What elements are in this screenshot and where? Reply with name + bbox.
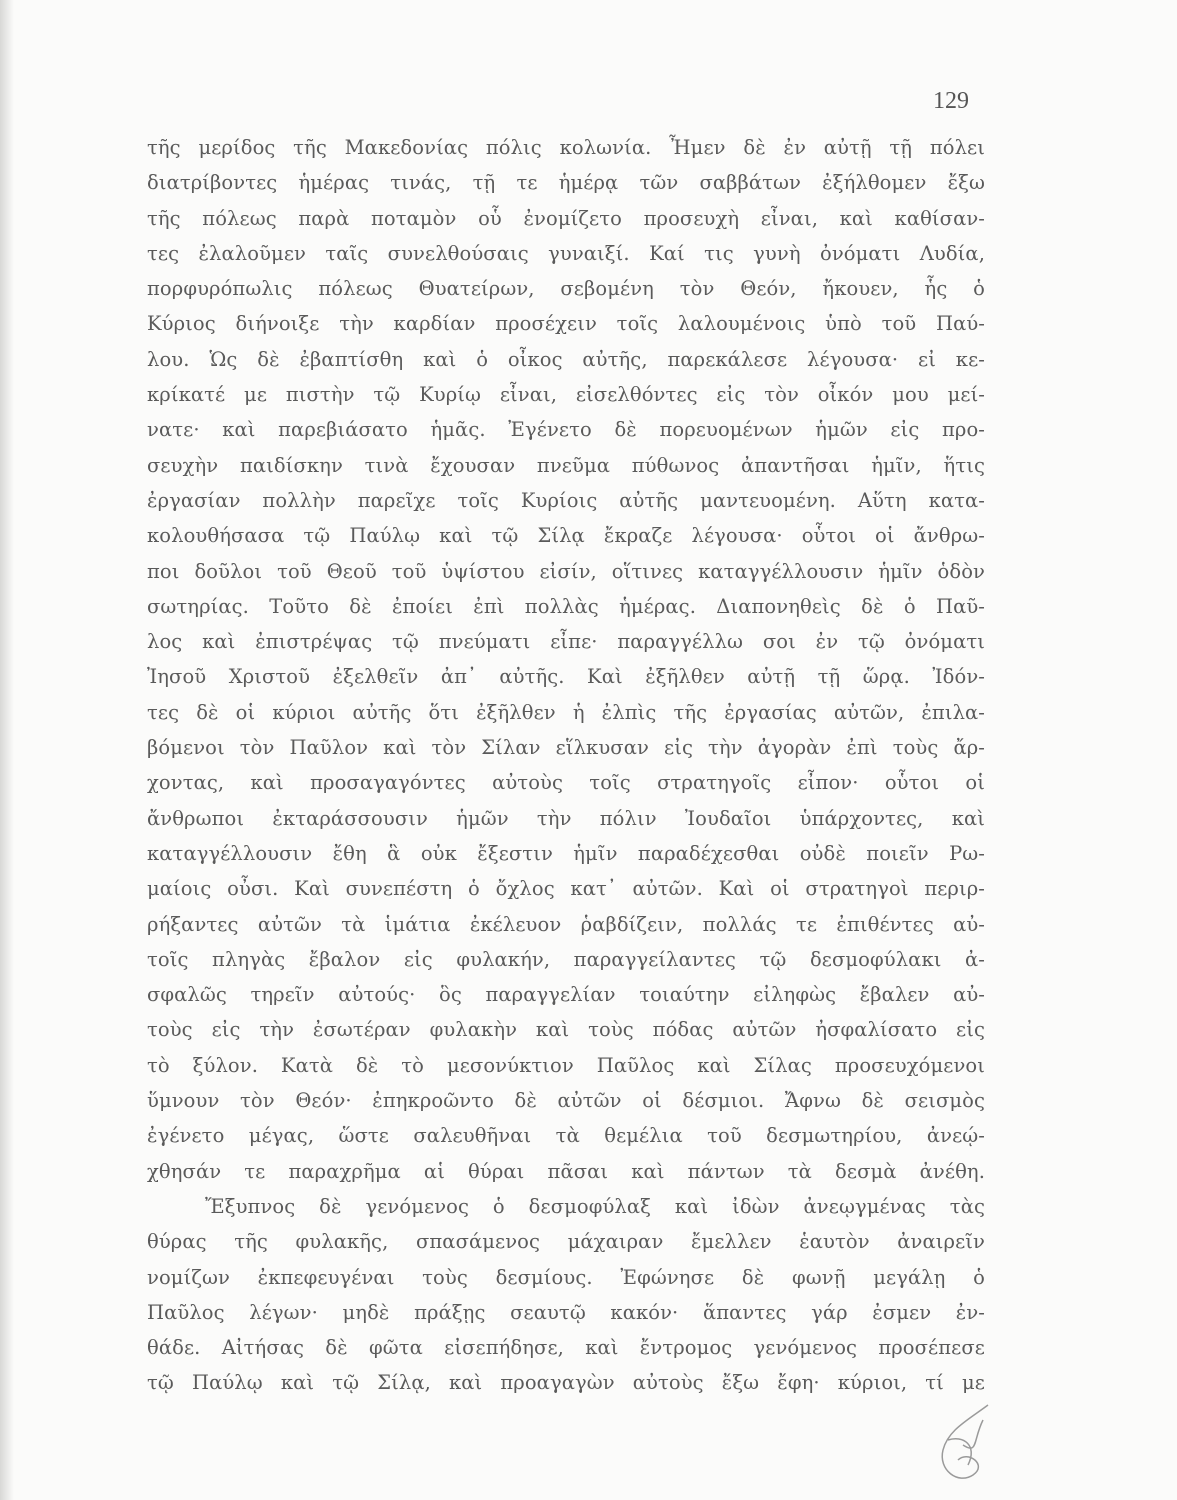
text-line: θάδε. Αἰτήσας δὲ φῶτα εἰσεπήδησε, καὶ ἔντρομος γενόμενος προσέπεσε bbox=[147, 1336, 985, 1360]
text-line: πορφυρόπωλις πόλεως Θυατείρων, σεβομένη τὸν Θεόν, ἤκουεν, ἧς ὁ bbox=[147, 277, 985, 301]
text-line: κρίκατέ με πιστὴν τῷ Κυρίῳ εἶναι, εἰσελθόντες εἰς τὸν οἶκόν μου μεί- bbox=[147, 383, 985, 407]
text-line: σφαλῶς τηρεῖν αὐτούς· ὃς παραγγελίαν τοιαύτην εἰληφὼς ἔβαλεν αὐ- bbox=[147, 983, 985, 1007]
text-line: τὸ ξύλον. Κατὰ δὲ τὸ μεσονύκτιον Παῦλος καὶ Σίλας προσευχόμενοι bbox=[147, 1053, 985, 1077]
text-line: ἐγένετο μέγας, ὥστε σαλευθῆναι τὰ θεμέλια τοῦ δεσμωτηρίου, ἀνεῴ- bbox=[147, 1124, 985, 1148]
text-line: διατρίβοντες ἡμέρας τινάς, τῇ τε ἡμέρᾳ τῶν σαββάτων ἐξήλθομεν ἔξω bbox=[147, 171, 985, 195]
text-line: χθησάν τε παραχρῆμα αἱ θύραι πᾶσαι καὶ πάντων τὰ δεσμὰ ἀνέθη. bbox=[147, 1159, 985, 1183]
text-line: λος καὶ ἐπιστρέψας τῷ πνεύματι εἶπε· παραγγέλλω σοι ἐν τῷ ὀνόματι bbox=[147, 630, 985, 654]
page-number: 129 bbox=[933, 88, 969, 114]
text-line: χοντας, καὶ προσαγαγόντες αὐτοὺς τοῖς στρατηγοῖς εἶπον· οὗτοι οἱ bbox=[147, 771, 985, 795]
text-line: Κύριος διήνοιξε τὴν καρδίαν προσέχειν τοῖς λαλουμένοις ὑπὸ τοῦ Παύ- bbox=[147, 312, 985, 336]
text-line: βόμενοι τὸν Παῦλον καὶ τὸν Σίλαν εἵλκυσαν εἰς τὴν ἀγορὰν ἐπὶ τοὺς ἄρ- bbox=[147, 736, 985, 760]
text-line: τες δὲ οἱ κύριοι αὐτῆς ὅτι ἐξῆλθεν ἡ ἐλπὶς τῆς ἐργασίας αὐτῶν, ἐπιλα- bbox=[147, 700, 985, 724]
text-line: νατε· καὶ παρεβιάσατο ἡμᾶς. Ἐγένετο δὲ πορευομένων ἡμῶν εἰς προ- bbox=[147, 418, 985, 442]
text-line: τες ἐλαλοῦμεν ταῖς συνελθούσαις γυναιξί. Καί τις γυνὴ ὀνόματι Λυδία, bbox=[147, 241, 985, 265]
text-line: νομίζων ἐκπεφευγέναι τοὺς δεσμίους. Ἐφώνησε δὲ φωνῇ μεγάλῃ ὁ bbox=[147, 1265, 985, 1289]
text-line: ἄνθρωποι ἐκταράσσουσιν ἡμῶν τὴν πόλιν Ἰουδαῖοι ὑπάρχοντες, καὶ bbox=[147, 806, 985, 830]
ink-stain bbox=[928, 1400, 998, 1490]
text-line: τοῖς πληγὰς ἔβαλον εἰς φυλακήν, παραγγείλαντες τῷ δεσμοφύλακι ἀ- bbox=[147, 947, 985, 971]
text-line: τοὺς εἰς τὴν ἐσωτέραν φυλακὴν καὶ τοὺς πόδας αὐτῶν ἠσφαλίσατο εἰς bbox=[147, 1018, 985, 1042]
text-line: ποι δοῦλοι τοῦ Θεοῦ τοῦ ὑψίστου εἰσίν, οἵτινες καταγγέλλουσιν ἡμῖν ὁδὸν bbox=[147, 559, 985, 583]
text-line: λου. Ὡς δὲ ἐβαπτίσθη καὶ ὁ οἶκος αὐτῆς, παρεκάλεσε λέγουσα· εἰ κε- bbox=[147, 347, 985, 371]
text-line: κολουθήσασα τῷ Παύλῳ καὶ τῷ Σίλᾳ ἔκραζε λέγουσα· οὗτοι οἱ ἄνθρω- bbox=[147, 524, 985, 548]
text-line: τῆς πόλεως παρὰ ποταμὸν οὗ ἐνομίζετο προσευχὴ εἶναι, καὶ καθίσαν- bbox=[147, 206, 985, 230]
text-line: ἐργασίαν πολλὴν παρεῖχε τοῖς Κυρίοις αὐτῆς μαντευομένη. Αὕτη κατα- bbox=[147, 488, 985, 512]
text-line: σωτηρίας. Τοῦτο δὲ ἐποίει ἐπὶ πολλὰς ἡμέρας. Διαπονηθεὶς δὲ ὁ Παῦ- bbox=[147, 594, 985, 618]
body-text bbox=[147, 130, 985, 1401]
text-line: σευχὴν παιδίσκην τινὰ ἔχουσαν πνεῦμα πύθωνος ἀπαντῆσαι ἡμῖν, ἥτις bbox=[147, 453, 985, 477]
text-line: ρήξαντες αὐτῶν τὰ ἱμάτια ἐκέλευον ῥαβδίζειν, πολλάς τε ἐπιθέντες αὐ- bbox=[147, 912, 985, 936]
text-line: μαίοις οὖσι. Καὶ συνεπέστη ὁ ὄχλος κατ᾽ αὐτῶν. Καὶ οἱ στρατηγοὶ περιρ- bbox=[147, 877, 985, 901]
text-line: ὕμνουν τὸν Θεόν· ἐπηκροῶντο δὲ αὐτῶν οἱ δέσμιοι. Ἄφνω δὲ σεισμὸς bbox=[147, 1089, 985, 1113]
text-line: Ἔξυπνος δὲ γενόμενος ὁ δεσμοφύλαξ καὶ ἰδὼν ἀνεῳγμένας τὰς bbox=[205, 1194, 985, 1218]
page-edge-shadow bbox=[0, 0, 14, 1500]
text-line: καταγγέλλουσιν ἔθη ἃ οὐκ ἔξεστιν ἡμῖν παραδέχεσθαι οὐδὲ ποιεῖν Ρω- bbox=[147, 841, 985, 865]
text-line: τῷ Παύλῳ καὶ τῷ Σίλᾳ, καὶ προαγαγὼν αὐτοὺς ἔξω ἔφη· κύριοι, τί με bbox=[147, 1371, 985, 1395]
text-line: Παῦλος λέγων· μηδὲ πράξῃς σεαυτῷ κακόν· ἅπαντες γάρ ἐσμεν ἐν- bbox=[147, 1300, 985, 1324]
text-line: θύρας τῆς φυλακῆς, σπασάμενος μάχαιραν ἔμελλεν ἑαυτὸν ἀναιρεῖν bbox=[147, 1230, 985, 1254]
text-line: Ἰησοῦ Χριστοῦ ἐξελθεῖν ἀπ᾽ αὐτῆς. Καὶ ἐξῆλθεν αὐτῇ τῇ ὥρᾳ. Ἰδόν- bbox=[147, 665, 985, 689]
text-line: τῆς μερίδος τῆς Μακεδονίας πόλις κολωνία. Ἦμεν δὲ ἐν αὐτῇ τῇ πόλει bbox=[147, 136, 985, 159]
